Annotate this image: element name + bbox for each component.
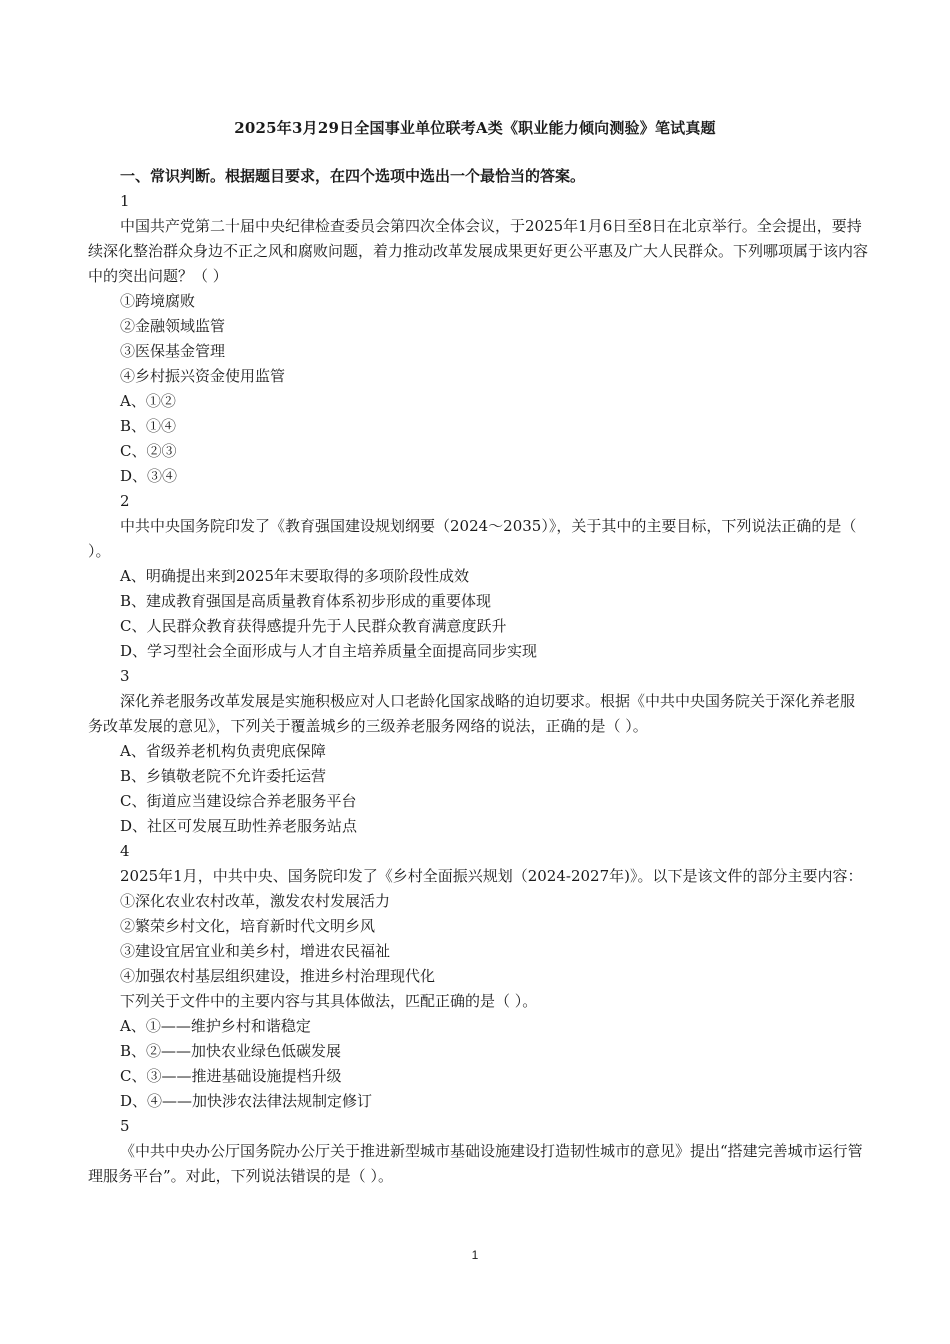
question-item: ①深化农业农村改革，激发农村发展活力 [120,892,391,910]
answer-option: D、学习型社会全面形成与人才自主培养质量全面提高同步实现 [120,642,538,660]
page-number: 1 [471,1248,479,1262]
answer-option: C、②③ [120,442,177,460]
question-number: 2 [120,492,130,510]
section-heading: 一、常识判断。根据题目要求，在四个选项中选出一个最恰当的答案。 [120,167,586,185]
answer-option: A、①——维护乡村和谐稳定 [120,1017,311,1035]
answer-option: D、③④ [120,467,178,485]
answer-option: A、明确提出来到2025年末要取得的多项阶段性成效 [120,567,470,585]
question-item: ④加强农村基层组织建设，推进乡村治理现代化 [120,967,436,985]
answer-option: C、街道应当建设综合养老服务平台 [120,792,357,810]
question-item: ①跨境腐败 [120,292,196,310]
answer-option: C、人民群众教育获得感提升先于人民群众教育满意度跃升 [120,617,507,635]
answer-option: B、②——加快农业绿色低碳发展 [120,1042,342,1060]
question-number: 4 [120,842,130,860]
answer-option: D、社区可发展互助性养老服务站点 [120,817,358,835]
question-3 [88,664,868,839]
question-4 [88,839,868,1114]
question-stem: 深化养老服务改革发展是实施积极应对人口老龄化国家战略的迫切要求。根据《中共中央国务院关于深化养老服务改革发展的意见》，下列关于覆盖城乡的三级养老服务网络的说法，正确的是（ ）。 [88,692,856,735]
answer-option: C、③——推进基础设施提档升级 [120,1067,342,1085]
question-stem: 2025年1月，中共中央、国务院印发了《乡村全面振兴规划（2024-2027年)》。以下是该文件的部分主要内容： [120,867,863,885]
question-stem: 中共中央国务院印发了《教育强国建设规划纲要（2024〜2035）》，关于其中的主要目标，下列说法正确的是（ ）。 [88,517,857,560]
document-title: 2025年3月29日全国事业单位联考A类《职业能力倾向测验》笔试真题 [234,119,716,137]
answer-option: A、省级养老机构负责兜底保障 [120,742,326,760]
question-item: ②金融领域监管 [120,317,226,335]
answer-option: B、乡镇敬老院不允许委托运营 [120,767,327,785]
question-prompt: 下列关于文件中的主要内容与其具体做法，匹配正确的是（ ）。 [120,992,538,1010]
question-item: ④乡村振兴资金使用监管 [120,367,286,385]
question-2 [88,489,868,664]
question-5 [88,1114,868,1189]
answer-option: B、建成教育强国是高质量教育体系初步形成的重要体现 [120,592,492,610]
answer-option: D、④——加快涉农法律法规制定修订 [120,1092,373,1110]
question-number: 3 [120,667,130,685]
question-stem: 中国共产党第二十届中央纪律检查委员会第四次全体会议，于2025年1月6日至8日在北京举行。全会提出，要持续深化整治群众身边不正之风和腐败问题，着力推动改革发展成果更好更公平惠及广大人民群众。下列哪项属于该内容中的突出问题？（ ） [88,217,869,285]
question-item: ③建设宜居宜业和美乡村，增进农民福祉 [120,942,391,960]
question-number: 1 [120,192,130,210]
answer-option: A、①② [120,392,176,410]
document-body [88,164,868,1189]
question-item: ③医保基金管理 [120,342,226,360]
question-stem: 《中共中央办公厅国务院办公厅关于推进新型城市基础设施建设打造韧性城市的意见》提出“搭建完善城市运行管理服务平台”。对此，下列说法错误的是（ ）。 [88,1142,863,1185]
answer-option: B、①④ [120,417,177,435]
question-number: 5 [120,1117,130,1135]
question-1 [88,189,868,489]
question-item: ②繁荣乡村文化，培育新时代文明乡风 [120,917,376,935]
